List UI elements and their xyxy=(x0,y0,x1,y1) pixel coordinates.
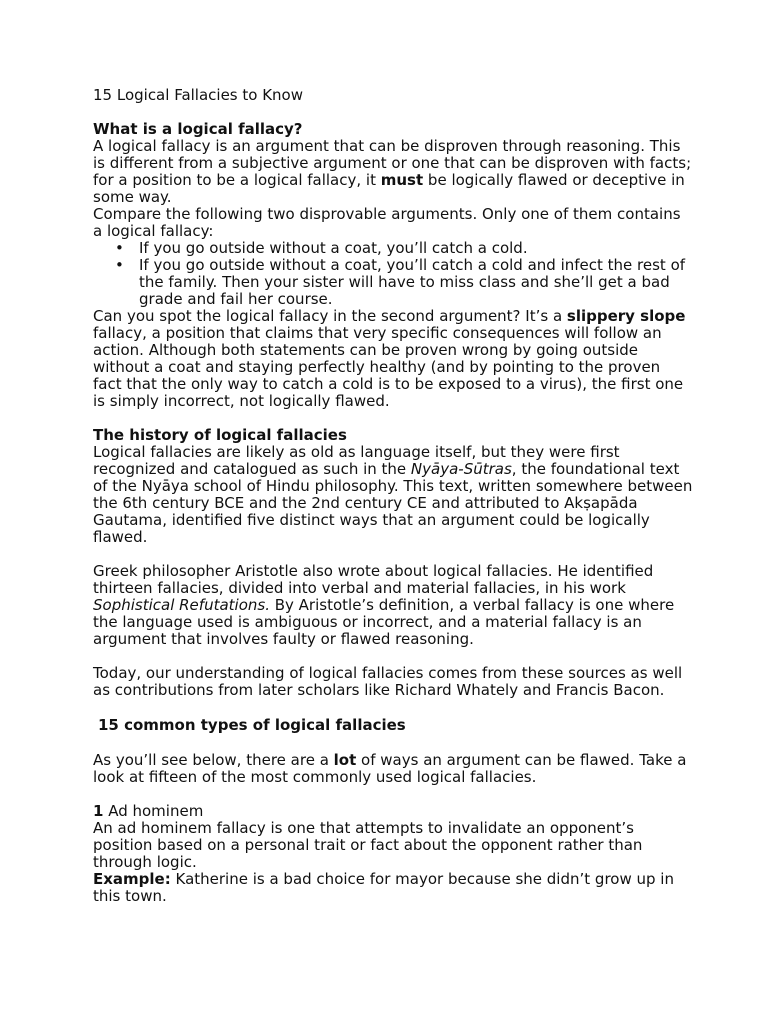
spacer xyxy=(93,699,693,717)
text-run: , the foundational text of the Nyāya school of Hindu philosophy. This text, written somewhere between the 6th century BCE and the 2nd century CE and attributed to Akṣapāda Gautama, identified five distinct ways that an argument could be logically flawed. xyxy=(93,460,693,546)
document-page xyxy=(93,87,693,905)
spacer xyxy=(93,734,693,752)
text-run: By Aristotle’s definition, a verbal fallacy is one where the language used is ambiguous or incorrect, and a material fallacy is an argument that involves faulty or flawed reasoning. xyxy=(93,596,675,648)
text-run: Greek philosopher Aristotle also wrote about logical fallacies. He identified thirteen fallacies, divided into verbal and material fallacies, in his work xyxy=(93,562,654,597)
emphasis-slippery-slope: slippery slope xyxy=(566,307,686,325)
paragraph-intro-types xyxy=(93,752,693,786)
paragraph-nyaya xyxy=(93,444,693,546)
italic-sophistical-refutations: Sophistical Refutations. xyxy=(93,596,270,614)
fallacy-example xyxy=(93,871,693,905)
paragraph-today: Today, our understanding of logical fallacies comes from these sources as well as contributions from later scholars like Richard Whately and Francis Bacon. xyxy=(93,664,683,699)
paragraph-aristotle xyxy=(93,563,693,648)
fallacy-item-title xyxy=(93,803,693,820)
spacer xyxy=(93,410,693,427)
list-item-text: If you go outside without a coat, you’ll catch a cold. xyxy=(139,239,528,257)
example-text: Katherine is a bad choice for mayor because she didn’t grow up in this town. xyxy=(93,870,674,905)
spacer xyxy=(93,546,693,563)
text-run: of ways an argument can be flawed. Take a look at fifteen of the most commonly used logical fallacies. xyxy=(93,751,687,786)
section-heading-common-types: 15 common types of logical fallacies xyxy=(98,716,406,734)
list-item xyxy=(115,256,693,308)
text-run: As you’ll see below, there are a xyxy=(93,751,334,769)
list-item-text: If you go outside without a coat, you’ll catch a cold and infect the rest of the family. Then your sister will have to miss class and she’ll get a bad grade and fail her course. xyxy=(139,256,686,308)
text-run: Can you spot the logical fallacy in the second argument? It’s a xyxy=(93,307,567,325)
spacer xyxy=(93,648,693,665)
paragraph-definition xyxy=(93,138,693,206)
document-title: 15 Logical Fallacies to Know xyxy=(93,86,303,104)
text-run: fallacy, a position that claims that very specific consequences will follow an action. Although both statements can be proven wrong by going outside without a coat and staying perfectly healthy (and by pointing to the proven fact that the only way to catch a cold is to be exposed to a virus), the first one is simply incorrect, not logically flawed. xyxy=(93,324,684,410)
text-run: be logically flawed or deceptive in some way. xyxy=(93,171,685,206)
emphasis-must: must xyxy=(380,171,424,189)
paragraph-slippery-slope xyxy=(93,308,693,410)
italic-nyaya-sutras: Nyāya-Sūtras xyxy=(410,460,512,478)
example-label: Example: xyxy=(93,870,171,888)
bullet-icon: • xyxy=(115,239,124,257)
fallacy-number: 1 xyxy=(93,802,104,820)
fallacy-description: An ad hominem fallacy is one that attempts to invalidate an opponent’s position based on a personal trait or fact about the opponent rather than through logic. xyxy=(93,819,643,871)
argument-list xyxy=(93,240,693,308)
text-run: Logical fallacies are likely as old as language itself, but they were first recognized and catalogued as such in the xyxy=(93,443,620,478)
emphasis-lot: lot xyxy=(333,751,357,769)
text-run: A logical fallacy is an argument that can be disproven through reasoning. This is different from a subjective argument or one that can be disproven with facts; for a position to be a logical fallacy, it xyxy=(93,137,692,189)
spacer xyxy=(93,104,693,121)
bullet-icon: • xyxy=(115,256,124,274)
section-heading-history: The history of logical fallacies xyxy=(93,426,347,444)
section-heading-what-is: What is a logical fallacy? xyxy=(93,120,303,138)
fallacy-name: Ad hominem xyxy=(103,802,204,820)
spacer xyxy=(93,786,693,803)
paragraph-compare: Compare the following two disprovable arguments. Only one of them contains a logical fallacy: xyxy=(93,205,681,240)
list-item xyxy=(115,239,693,257)
